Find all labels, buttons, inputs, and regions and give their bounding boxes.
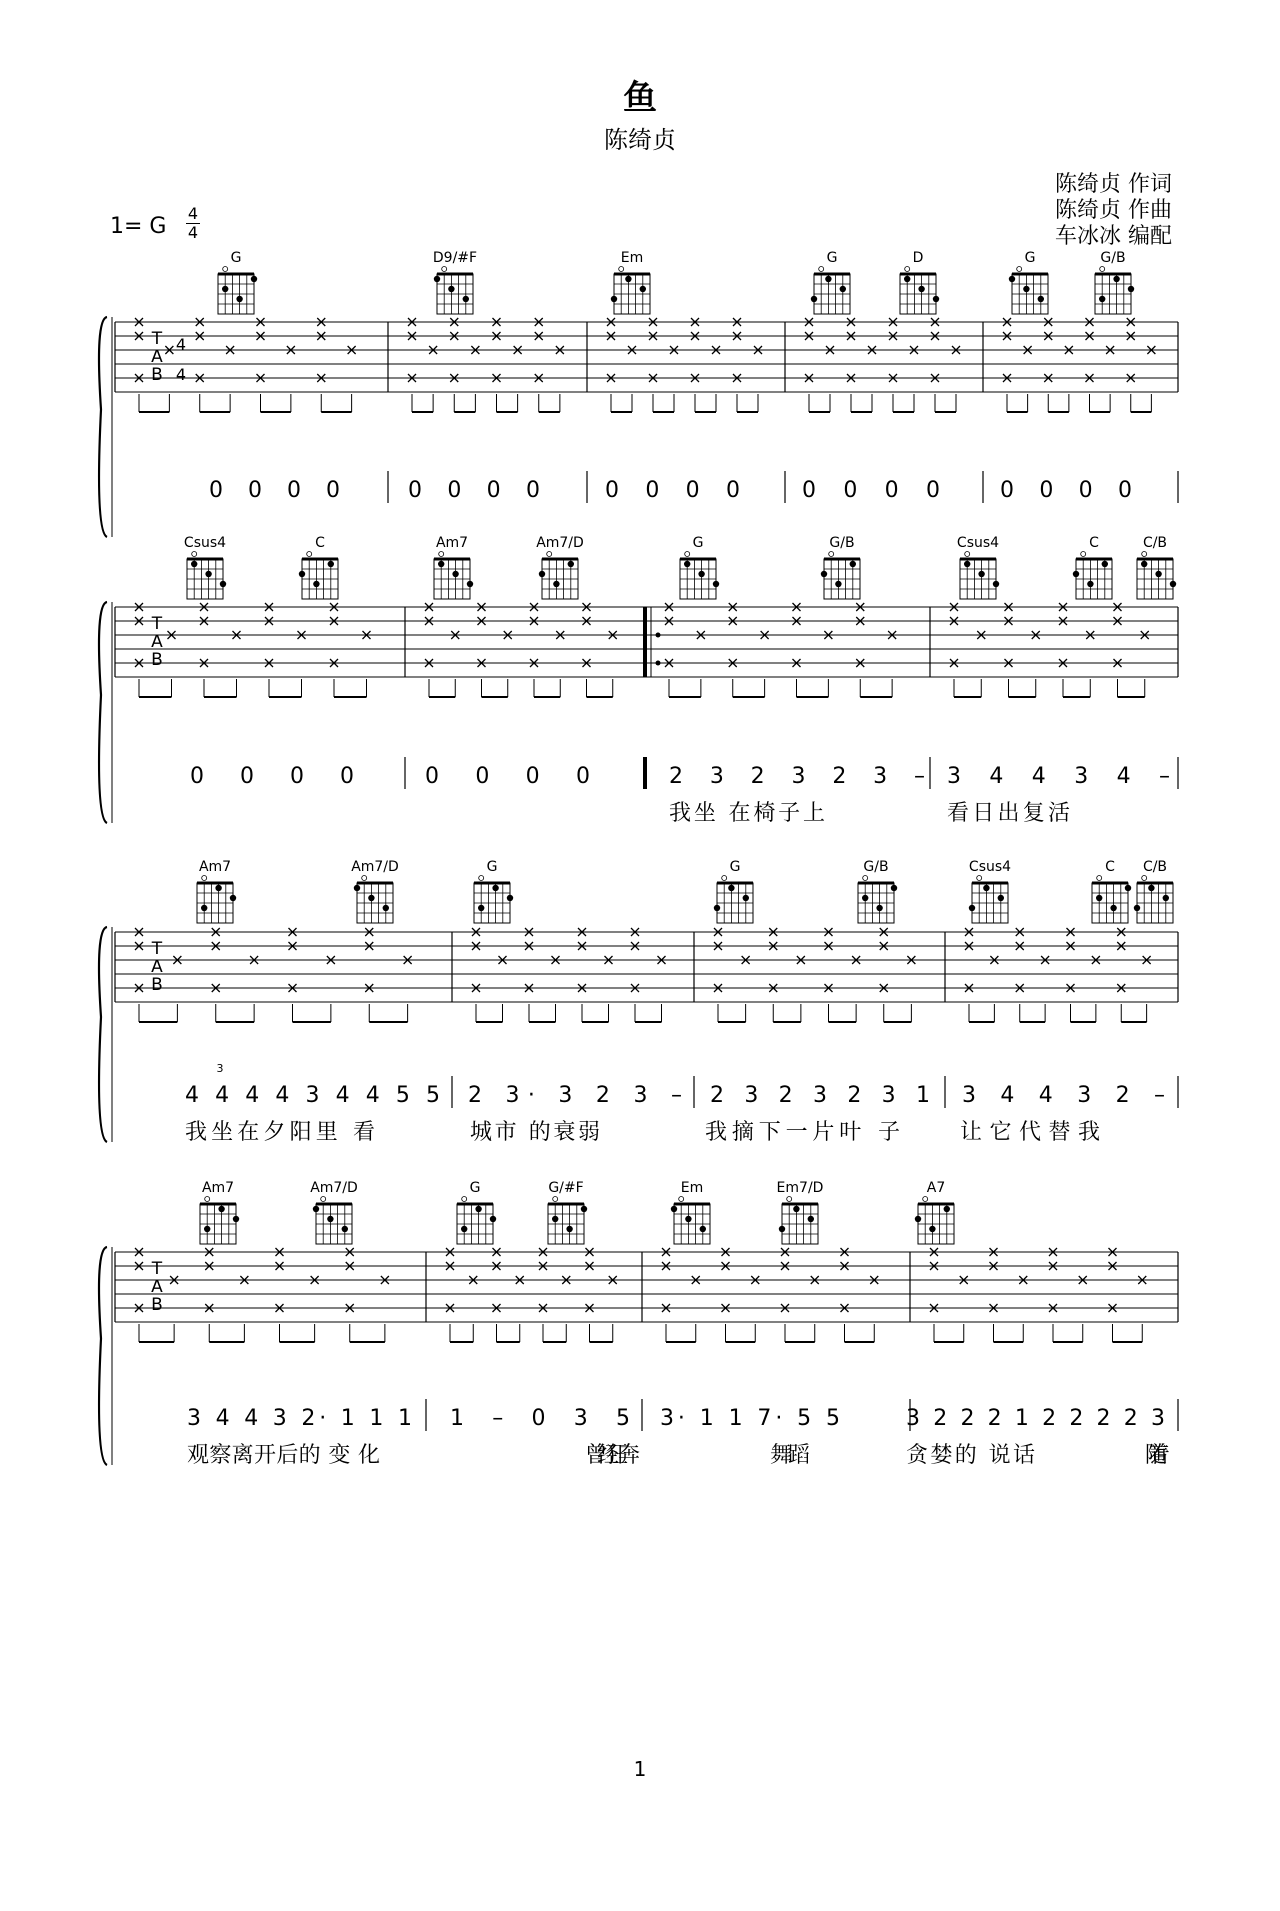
chord-finger-dot [993, 581, 999, 587]
chord-diagram [1073, 552, 1112, 600]
chord-name: G/B [863, 859, 889, 875]
notation-measure: 0 0 0 0 [408, 478, 540, 503]
chord-name: Am7 [198, 859, 232, 875]
chord-name: G/B [1100, 250, 1126, 266]
chord-finger-dot [552, 1216, 558, 1222]
chord-finger-dot [1155, 571, 1161, 577]
repeat-dot [656, 661, 661, 666]
chord-diagram [1134, 876, 1173, 924]
open-string-mark [819, 267, 824, 272]
chord-finger-dot [383, 905, 389, 911]
chord-finger-dot [218, 1206, 224, 1212]
chord-name: Csus4 [956, 535, 1000, 551]
chord-finger-dot [1009, 276, 1015, 282]
chord-name: Am7 [201, 1180, 235, 1196]
chord-finger-dot [251, 276, 257, 282]
chord-name: D [912, 250, 924, 266]
chord-finger-dot [1038, 296, 1044, 302]
chord-finger-dot [1087, 581, 1093, 587]
chord-finger-dot [793, 1206, 799, 1212]
chord-name: C/B [1142, 535, 1168, 551]
lyric-line: 随着 [1145, 1443, 1170, 1468]
notation-measure: 3 2 2 2 1 2 2 2 2 3 [906, 1406, 1165, 1431]
tab-letter: A [151, 957, 163, 977]
chord-finger-dot [539, 571, 545, 577]
open-string-mark [1142, 876, 1147, 881]
chord-finger-dot [204, 1226, 210, 1232]
chord-finger-dot [1102, 561, 1108, 567]
chord-finger-dot [463, 296, 469, 302]
chord-name: C [1089, 535, 1099, 551]
chord-finger-dot [611, 296, 617, 302]
chord-name: Csus4 [183, 535, 227, 551]
chord-finger-dot [728, 885, 734, 891]
tab-time-top: 4 [175, 335, 187, 354]
chord-finger-dot [1113, 276, 1119, 282]
open-string-mark [205, 1197, 210, 1202]
open-string-mark [362, 876, 367, 881]
chord-diagram [1009, 267, 1048, 315]
open-string-mark [1017, 267, 1022, 272]
chord-finger-dot [438, 561, 444, 567]
notation-measure: 4 4 4 4 3 4 4 5 5 [185, 1083, 440, 1108]
chord-finger-dot [478, 905, 484, 911]
chord-diagram [821, 552, 860, 600]
chord-finger-dot [983, 885, 989, 891]
chord-diagram [434, 267, 473, 315]
chord-diagram [779, 1197, 818, 1245]
chord-finger-dot [236, 296, 242, 302]
chord-diagram [811, 267, 850, 315]
chord-diagram [548, 1197, 587, 1245]
chord-name: G [826, 250, 838, 266]
chord-finger-dot [713, 581, 719, 587]
chord-finger-dot [1023, 286, 1029, 292]
chord-diagram [539, 552, 578, 600]
chord-finger-dot [220, 581, 226, 587]
chord-finger-dot [1134, 905, 1140, 911]
open-string-mark [829, 552, 834, 557]
chord-diagram [680, 552, 719, 600]
open-string-mark [863, 876, 868, 881]
chord-finger-dot [671, 1206, 677, 1212]
chord-name: C/B [1142, 859, 1168, 875]
chord-diagram [915, 1197, 954, 1245]
chord-finger-dot [342, 1226, 348, 1232]
tab-letter: B [151, 365, 163, 385]
chord-finger-dot [850, 561, 856, 567]
open-string-mark [547, 552, 552, 557]
chord-finger-dot [434, 276, 440, 282]
notation-measure: 2 3· 3 2 3 – [468, 1083, 682, 1108]
chord-finger-dot [553, 581, 559, 587]
repeat-dot [656, 633, 661, 638]
chord-finger-dot [475, 1206, 481, 1212]
chord-finger-dot [467, 581, 473, 587]
chord-finger-dot [368, 895, 374, 901]
chord-finger-dot [230, 895, 236, 901]
chord-diagram [354, 876, 393, 924]
chord-finger-dot [507, 895, 513, 901]
chord-name: G [692, 535, 704, 551]
notation-measure: 3 4 4 3 2· 1 1 1 [187, 1406, 412, 1431]
chord-finger-dot [490, 1216, 496, 1222]
chord-finger-dot [1099, 296, 1105, 302]
chord-finger-dot [978, 571, 984, 577]
chord-diagram [200, 1197, 239, 1245]
system-4 [99, 1180, 1178, 1468]
lyric-line: 看日出复活 [947, 801, 1070, 826]
chord-name: Am7/D [536, 535, 584, 551]
chord-diagram [474, 876, 513, 924]
system-brace [99, 317, 107, 537]
chord-finger-dot [452, 571, 458, 577]
chord-finger-dot [233, 1216, 239, 1222]
chord-finger-dot [581, 1206, 587, 1212]
notation-measure: 0 0 0 0 [190, 764, 354, 789]
chord-finger-dot [1163, 895, 1169, 901]
notation-measure: 0 0 0 0 [605, 478, 740, 503]
notation-measure: 1 – 0 3 5 [450, 1406, 630, 1431]
lyric-line: 舞蹈 [770, 1443, 810, 1468]
chord-finger-dot [862, 895, 868, 901]
chord-finger-dot [625, 276, 631, 282]
chord-name: Am7/D [310, 1180, 358, 1196]
open-string-mark [787, 1197, 792, 1202]
chord-diagram [858, 876, 897, 924]
tab-letter: B [151, 650, 163, 670]
chord-finger-dot [299, 571, 305, 577]
chord-name: Csus4 [968, 859, 1012, 875]
chord-finger-dot [191, 561, 197, 567]
chord-diagram [1095, 267, 1134, 315]
chord-diagram [434, 552, 473, 600]
chord-finger-dot [964, 561, 970, 567]
open-string-mark [965, 552, 970, 557]
lyric-line: 我摘下一片叶 子 [705, 1120, 900, 1145]
notation-measure: 0 0 0 0 [802, 478, 940, 503]
time-signature-top: 4 [187, 204, 199, 223]
chord-finger-dot [698, 571, 704, 577]
tab-letter: B [151, 1295, 163, 1315]
lyric-line: 我坐 在椅子上 [669, 801, 825, 826]
chord-name: Em [620, 250, 644, 266]
chord-name: G [486, 859, 498, 875]
notation-measure: 2 3 2 3 2 3 – [669, 764, 925, 789]
open-string-mark [685, 552, 690, 557]
open-string-mark [462, 1197, 467, 1202]
chord-finger-dot [568, 561, 574, 567]
open-string-mark [619, 267, 624, 272]
chord-diagram [197, 876, 236, 924]
chord-finger-dot [201, 905, 207, 911]
open-string-mark [553, 1197, 558, 1202]
chord-finger-dot [313, 581, 319, 587]
chord-diagram [714, 876, 753, 924]
chord-finger-dot [779, 1226, 785, 1232]
system-3 [99, 859, 1178, 1145]
chord-diagram [671, 1197, 710, 1245]
chord-name: D9/#F [432, 250, 478, 266]
chord-diagram [457, 1197, 496, 1245]
lyric-line: 曾经 狂奔 [585, 1443, 640, 1468]
chord-diagram [218, 267, 257, 315]
tab-letter: T [151, 1259, 163, 1279]
chord-finger-dot [714, 905, 720, 911]
lyric-line: 贪婪的 说话 [906, 1443, 1035, 1468]
open-string-mark [442, 267, 447, 272]
singer-name: 陈绮贞 [604, 126, 676, 154]
chord-diagram [1137, 552, 1176, 600]
time-signature-bottom: 4 [187, 223, 199, 242]
credit-music: 陈绮贞 作曲 [1055, 198, 1172, 223]
chord-diagram [1092, 876, 1131, 924]
chord-finger-dot [685, 1216, 691, 1222]
system-brace [99, 1247, 107, 1465]
notation-measure: 0 0 0 0 [1000, 478, 1132, 503]
chord-name: C [315, 535, 325, 551]
chord-name: G [729, 859, 741, 875]
credit-lyrics: 陈绮贞 作词 [1055, 172, 1172, 197]
chord-name: Em7/D [776, 1180, 824, 1196]
notation-measure: 0 0 0 0 [425, 764, 590, 789]
open-string-mark [1100, 267, 1105, 272]
chord-finger-dot [313, 1206, 319, 1212]
chord-finger-dot [328, 561, 334, 567]
open-string-mark [321, 1197, 326, 1202]
tab-letter: T [151, 614, 163, 634]
chord-finger-dot [933, 296, 939, 302]
lyric-line: 城市 的衰弱 [470, 1120, 600, 1145]
chord-name: A7 [926, 1180, 946, 1196]
open-string-mark [439, 552, 444, 557]
chord-finger-dot [1073, 571, 1079, 577]
chord-finger-dot [1125, 885, 1131, 891]
chord-finger-dot [222, 286, 228, 292]
chord-finger-dot [825, 276, 831, 282]
chord-finger-dot [998, 895, 1004, 901]
chord-name: G [469, 1180, 481, 1196]
chord-name: Em [680, 1180, 704, 1196]
chord-finger-dot [915, 1216, 921, 1222]
chord-finger-dot [811, 296, 817, 302]
chord-name: G [230, 250, 242, 266]
chord-finger-dot [918, 286, 924, 292]
chord-finger-dot [205, 571, 211, 577]
chord-finger-dot [1170, 581, 1176, 587]
chord-finger-dot [1128, 286, 1134, 292]
open-string-mark [192, 552, 197, 557]
tab-letter: T [151, 939, 163, 959]
open-string-mark [1081, 552, 1086, 557]
notation-measure: 3 4 4 3 2 – [962, 1083, 1165, 1108]
notation-measure: 0 0 0 0 [209, 478, 340, 503]
notation-measure: 3 4 4 3 4 – [947, 764, 1170, 789]
open-string-mark [923, 1197, 928, 1202]
system-2 [99, 535, 1178, 826]
chord-finger-dot [891, 885, 897, 891]
chord-diagram [313, 1197, 352, 1245]
chord-finger-dot [808, 1216, 814, 1222]
chord-finger-dot [327, 1216, 333, 1222]
notation-measure: 2 3 2 3 2 3 1 [710, 1083, 930, 1108]
chord-finger-dot [448, 286, 454, 292]
chord-name: Am7/D [351, 859, 399, 875]
chord-finger-dot [354, 885, 360, 891]
chord-finger-dot [461, 1226, 467, 1232]
chord-finger-dot [566, 1226, 572, 1232]
chord-finger-dot [929, 1226, 935, 1232]
open-string-mark [479, 876, 484, 881]
chord-finger-dot [1148, 885, 1154, 891]
chord-finger-dot [1110, 905, 1116, 911]
credit-arrangement: 车冰冰 编配 [1055, 224, 1172, 249]
tab-letter: A [151, 1277, 163, 1297]
open-string-mark [307, 552, 312, 557]
chord-diagram [299, 552, 338, 600]
open-string-mark [223, 267, 228, 272]
open-string-mark [202, 876, 207, 881]
chord-finger-dot [969, 905, 975, 911]
notation-measure: 3· 1 1 7· 5 5 [660, 1406, 840, 1431]
chord-name: Am7 [435, 535, 469, 551]
lyric-line: 观察离开后的 变 化 [187, 1443, 380, 1468]
chord-finger-dot [821, 571, 827, 577]
system-1 [99, 250, 1178, 537]
system-brace [99, 927, 107, 1142]
chord-name: G [1024, 250, 1036, 266]
chord-name: C [1105, 859, 1115, 875]
song-title: 鱼 [623, 78, 657, 118]
chord-name: G/B [829, 535, 855, 551]
page-number: 1 [633, 1757, 647, 1781]
chord-finger-dot [684, 561, 690, 567]
open-string-mark [905, 267, 910, 272]
chord-finger-dot [840, 286, 846, 292]
chord-finger-dot [640, 286, 646, 292]
key-signature: 1= G [110, 214, 167, 239]
tab-letter: A [151, 632, 163, 652]
tab-letter: T [151, 329, 163, 349]
open-string-mark [1097, 876, 1102, 881]
open-string-mark [1142, 552, 1147, 557]
tab-time-bottom: 4 [175, 365, 187, 384]
tab-letter: A [151, 347, 163, 367]
chord-finger-dot [215, 885, 221, 891]
chord-diagram [187, 552, 226, 600]
chord-name: G/#F [548, 1180, 584, 1196]
triplet-mark: 3 [216, 1062, 224, 1075]
chord-finger-dot [835, 581, 841, 587]
open-string-mark [679, 1197, 684, 1202]
system-brace [99, 602, 107, 823]
open-string-mark [977, 876, 982, 881]
tab-letter: B [151, 975, 163, 995]
chord-finger-dot [876, 905, 882, 911]
chord-finger-dot [944, 1206, 950, 1212]
open-string-mark [722, 876, 727, 881]
chord-diagram [611, 267, 650, 315]
chord-finger-dot [492, 885, 498, 891]
chord-finger-dot [1141, 561, 1147, 567]
lyric-line: 我坐在夕阳里 看 [185, 1120, 375, 1145]
chord-finger-dot [904, 276, 910, 282]
chord-finger-dot [1096, 895, 1102, 901]
chord-finger-dot [743, 895, 749, 901]
lyric-line: 让它代替我 [960, 1120, 1100, 1145]
chord-finger-dot [700, 1226, 706, 1232]
chord-diagram [900, 267, 939, 315]
chord-diagram [969, 876, 1008, 924]
chord-diagram [960, 552, 999, 600]
